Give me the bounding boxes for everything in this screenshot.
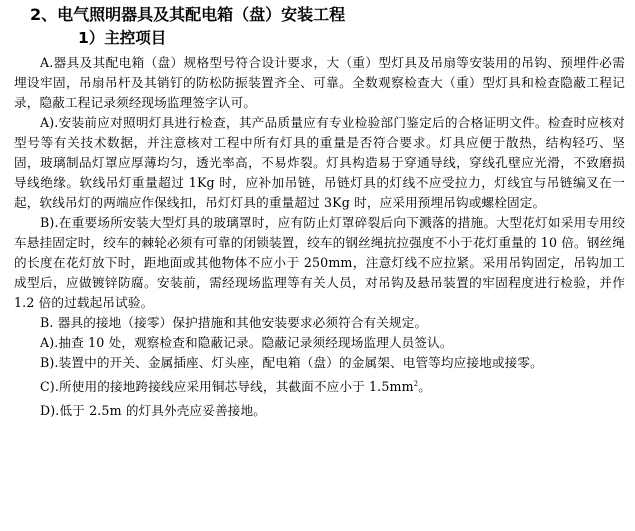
paragraph-a-sub-b: B).在重要场所安装大型灯具的玻璃罩时，应有防止灯罩碎裂后向下溅落的措施。大型花灯如采用专用绞车悬挂固定时，绞车的棘轮必须有可靠的闭锁装置，绞车的钢丝绳抗拉强度不小于花灯重量的 10 倍。钢丝绳的长度在花灯放下时，距地面或其他物体不应小于 250mm，注意灯线不应拉紧。采用吊钩固定，吊钩加工成型后，应做镀锌防腐。安装前，需经现场监理等有关人员，对吊钩及悬吊装置的牢固程度进行检验，并作 1.2 倍的过载起吊试验。 <box>14 215 625 310</box>
section-title: 2、电气照明器具及其配电箱（盘）安装工程 <box>30 5 346 24</box>
paragraph-b-sub-d: D).低于 2.5m 的灯具外壳应妥善接地。 <box>40 403 267 418</box>
paragraph-b-sub-c-text: C).所使用的接地跨接线应采用铜芯导线，其截面不应小于 1.5mm <box>40 379 414 394</box>
paragraph-a-sub-a: A).安装前应对照明灯具进行检查，其产品质量应有专业检验部门鉴定后的合格证明文件。检查时应核对型号等有关技术数据，并注意核对工程中所有灯具的重量是否符合要求。灯具应便于散热，结构轻巧、坚固，玻璃制品灯罩应厚薄均匀，透光率高，不易炸裂。灯具构造易于穿通导线，穿线孔壁应光滑，不致磨损导线绝缘。软线吊灯重量超过 1Kg 时，应补加吊链，吊链灯具的灯线不应受拉力，灯线宜与吊链编叉在一起，软线吊灯的两端应作保线扣，吊灯灯具的重量超过 3Kg 时，应采用预埋吊钩或螺栓固定。 <box>14 115 625 210</box>
paragraph-b-sub-b: B).装置中的开关、金属插座、灯头座，配电箱（盘）的金属架、电管等均应接地或接零。 <box>40 355 543 370</box>
paragraph-a-main: A.器具及其配电箱（盘）规格型号符合设计要求，大（重）型灯具及吊扇等安装用的吊钩、预埋件必需埋设牢固，吊扇吊杆及其销钉的防松防振装置齐全、可靠。全数观察检查大（重）型灯具和检查隐蔽工程记录，隐蔽工程记录须经现场监理签字认可。 <box>14 55 625 110</box>
paragraph-b-sub-c <box>14 377 625 397</box>
superscript-two: 2 <box>413 379 419 388</box>
paragraph-b-main: B. 器具的接地（接零）保护措施和其他安装要求必须符合有关规定。 <box>40 315 428 330</box>
paragraph-b-sub-c-end: 。 <box>418 379 432 394</box>
paragraph-b-sub-a: A).抽查 10 处，观察检查和隐蔽记录。隐蔽记录须经现场监理人员签认。 <box>40 335 453 350</box>
subsection-title: 1）主控项目 <box>78 29 167 47</box>
